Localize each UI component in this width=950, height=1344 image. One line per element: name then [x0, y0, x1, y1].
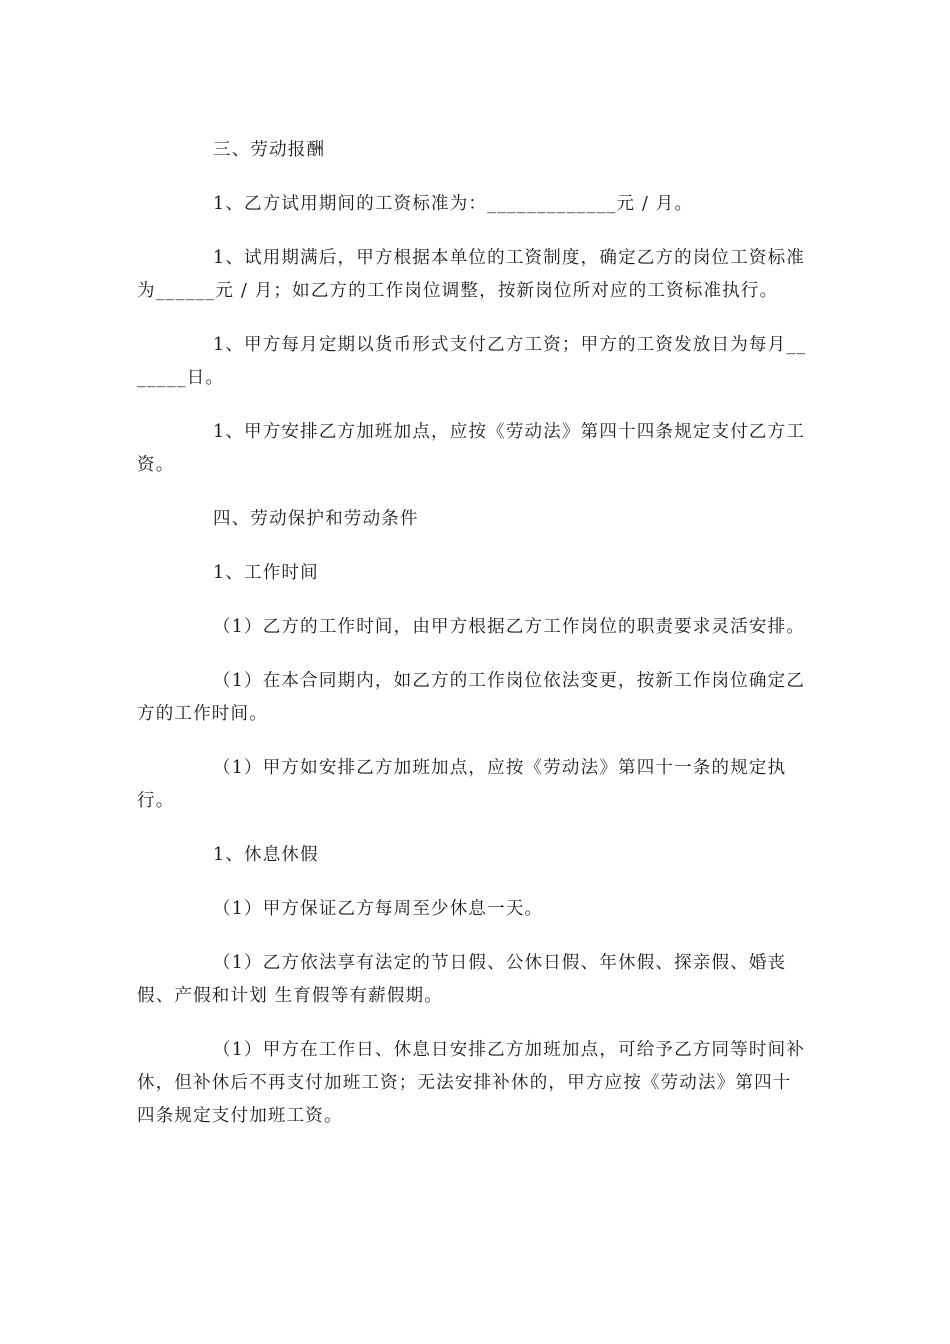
item-working-time-arrangement: （1）乙方的工作时间，由甲方根据乙方工作岗位的职责要求灵活安排。 [213, 617, 806, 637]
item-working-time-change: （1）在本合同期内，如乙方的工作岗位依法变更，按新工作岗位确定乙方的工作时间。 [137, 671, 806, 724]
clause-overtime-pay: 1、甲方安排乙方加班加点，应按《劳动法》第四十四条规定支付乙方工资。 [137, 422, 806, 475]
item-weekly-rest: （1）甲方保证乙方每周至少休息一天。 [213, 899, 544, 919]
item-overtime-rule: （1）甲方如安排乙方加班加点，应按《劳动法》第四十一条的规定执行。 [137, 758, 787, 811]
subheading-rest-leave: 1、休息休假 [213, 845, 319, 865]
item-paid-leave: （1）乙方依法享有法定的节日假、公休日假、年休假、探亲假、婚丧假、产假和计划 生育假等有薪假期。 [137, 953, 787, 1006]
clause-probation-wage: 1、乙方试用期间的工资标准为：_____________元 / 月。 [213, 194, 694, 214]
section-heading-remuneration: 三、劳动报酬 [213, 140, 326, 160]
document-page [137, 134, 807, 1154]
clause-pay-day: 1、甲方每月定期以货币形式支付乙方工资；甲方的工资发放日为每月_______日。 [137, 335, 807, 388]
item-compensatory-leave: （1）甲方在工作日、休息日安排乙方加班加点，可给予乙方同等时间补休，但补休后不再支付加班工资；无法安排补休的，甲方应按《劳动法》第四十四条规定支付加班工资。 [137, 1040, 806, 1126]
subheading-working-time: 1、工作时间 [213, 563, 319, 583]
section-heading-protection: 四、劳动保护和劳动条件 [213, 509, 419, 529]
clause-post-wage: 1、试用期满后，甲方根据本单位的工资制度，确定乙方的岗位工资标准为______元 / 月；如乙方的工作岗位调整，按新岗位所对应的工资标准执行。 [137, 248, 806, 301]
